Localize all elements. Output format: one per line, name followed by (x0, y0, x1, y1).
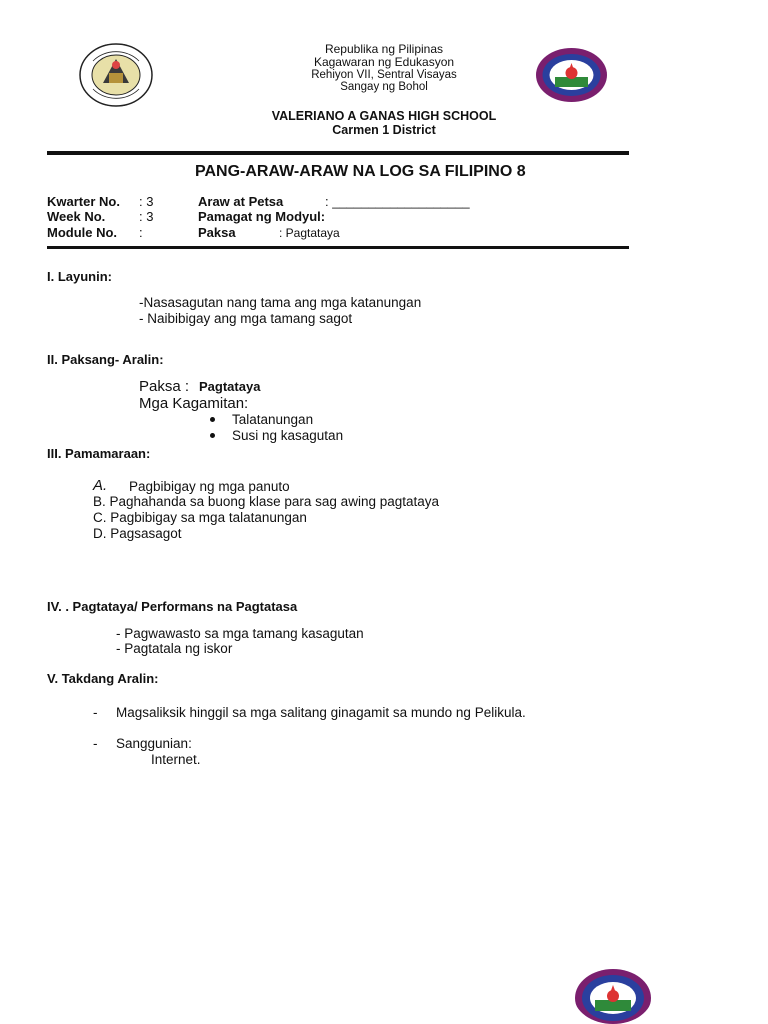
header-rehiyon: Rehiyon VII, Sentral Visayas (311, 69, 457, 81)
bullet-dot (210, 433, 215, 438)
takdang-heading: V. Takdang Aralin: (47, 671, 159, 686)
info-rule (47, 246, 629, 249)
kwarter-label: Kwarter No. (47, 194, 120, 209)
takdang-item-1: Magsaliksik hinggil sa mga salitang ginagamit sa mundo ng Pelikula. (116, 705, 526, 720)
header-kagawaran: Kagawaran ng Edukasyon (313, 55, 455, 69)
bullet-dot (210, 417, 215, 422)
week-label: Week No. (47, 209, 106, 224)
pamamaraan-heading: III. Pamamaraan: (47, 446, 151, 461)
pamamaraan-a-text: Pagbibigay ng mga panuto (129, 479, 290, 494)
pagtataya-heading: IV. . Pagtataya/ Performans na Pagtatasa (47, 599, 298, 614)
sanggunian-label: Sanggunian: (116, 736, 192, 751)
sanggunian-value: Internet. (151, 752, 201, 767)
paksa-info-value: : Pagtataya (279, 226, 340, 240)
header-republika: Republika ng Pilipinas (324, 42, 444, 56)
pagtataya-item-1: - Pagwawasto sa mga tamang kasagutan (116, 626, 364, 641)
kagamitan-label: Mga Kagamitan: (139, 395, 249, 412)
kagamitan-item-2: Susi ng kasagutan (232, 428, 344, 443)
layunin-item-2: - Naibibigay ang mga tamang sagot (139, 311, 353, 326)
takdang-dash-2: - (93, 736, 98, 751)
page-title: PANG-ARAW-ARAW NA LOG SA FILIPINO 8 (195, 163, 526, 180)
pamamaraan-item-c: C. Pagbibigay sa mga talatanungan (93, 510, 307, 525)
school-name: VALERIANO A GANAS HIGH SCHOOL (271, 109, 497, 123)
pamamaraan-a-letter: A. (93, 477, 108, 494)
paksang-heading: II. Paksang- Aralin: (47, 352, 164, 367)
araw-label: Araw at Petsa (198, 194, 284, 209)
kagamitan-item-1: Talatanungan (232, 412, 314, 427)
module-value: : (139, 225, 143, 240)
deped-seal (535, 47, 608, 103)
paksa-info-label: Paksa (198, 225, 236, 240)
araw-value: : ___________________ (325, 194, 470, 209)
header-sangay: Sangay ng Bohol (340, 81, 428, 93)
top-rule (47, 151, 629, 155)
week-value: : 3 (139, 209, 154, 224)
paksa-label: Paksa : (139, 378, 190, 395)
takdang-dash-1: - (93, 705, 98, 720)
kwarter-value: : 3 (139, 194, 154, 209)
school-district: Carmen 1 District (332, 123, 436, 137)
pagtataya-item-2: - Pagtatala ng iskor (116, 641, 233, 656)
pamagat-label: Pamagat ng Modyul: (198, 209, 326, 224)
pamamaraan-item-b: B. Paghahanda sa buong klase para sag awing pagtataya (93, 494, 440, 509)
paksa-value: Pagtataya (199, 379, 261, 394)
footer-deped-seal (574, 968, 652, 1024)
layunin-heading: I. Layunin: (47, 269, 112, 284)
pamamaraan-item-d: D. Pagsasagot (93, 526, 182, 541)
module-label: Module No. (47, 225, 118, 240)
layunin-item-1: -Nasasagutan nang tama ang mga katanungan (139, 295, 422, 310)
